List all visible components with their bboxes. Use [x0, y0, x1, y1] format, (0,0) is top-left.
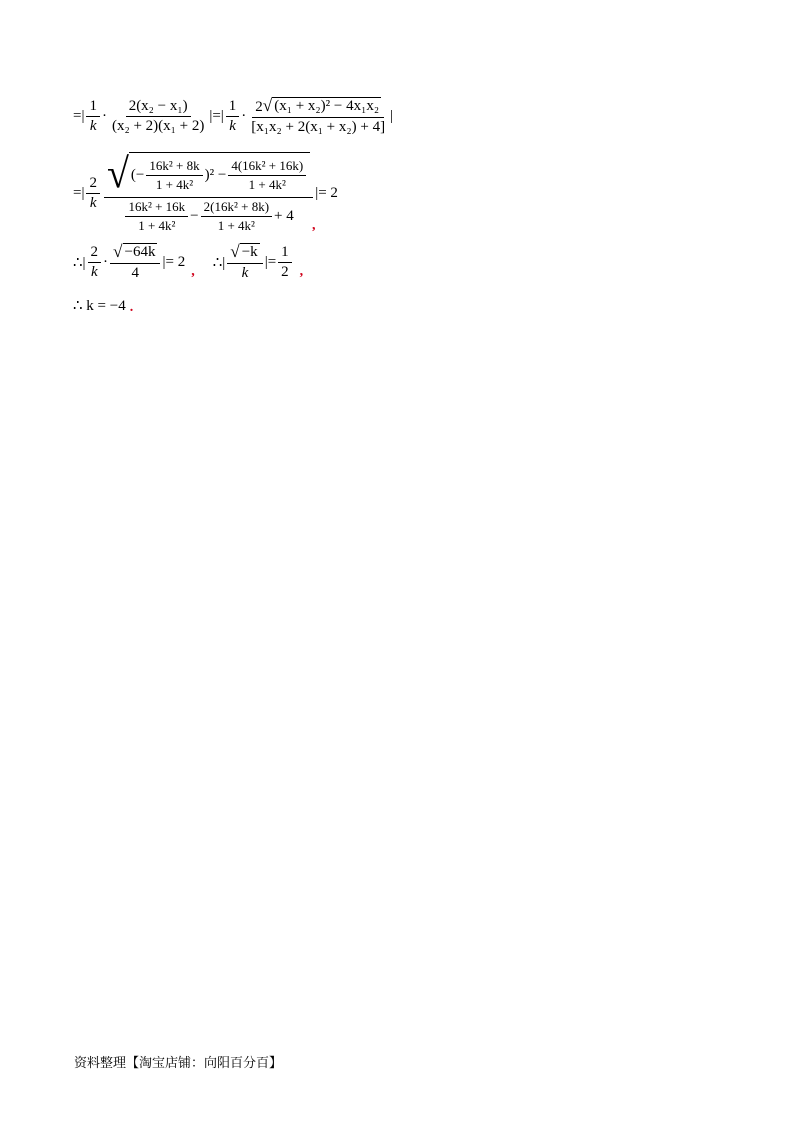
- therefore-abs: ∴|: [73, 255, 86, 271]
- square-root: √ (x₁ + x₂)² − 4x₁x₂: [262, 96, 380, 115]
- denominator: 2: [281, 264, 289, 280]
- close-square: )² −: [204, 167, 227, 183]
- numerator: 1: [278, 244, 292, 263]
- square-root: √ −k: [230, 242, 258, 261]
- minus-sign: −: [190, 208, 199, 224]
- numerator: 16k² + 8k: [146, 158, 202, 176]
- denominator: 1 + 4k²: [248, 177, 286, 192]
- denominator: k: [89, 194, 97, 211]
- numerator: 16k² + 16k: [125, 199, 188, 217]
- numerator: 2: [86, 175, 100, 194]
- fraction-b: [228, 158, 306, 193]
- radicand: −64k: [124, 244, 156, 260]
- abs-open: =|: [73, 184, 85, 201]
- denominator: [x₁x₂ + 2(x₁ + x₂) + 4]: [251, 119, 386, 135]
- numerator: [227, 243, 262, 264]
- numerator: 2(16k² + 8k): [201, 199, 272, 217]
- dot-operator: ·: [103, 254, 109, 270]
- square-root: √ (− $\frac{\text{16k² + 8k}}{\text{1 + 4k²}}$ )² − $\frac{\text{4(16k² + 16k)}}{\text{1 + 4k²}}$: [107, 152, 310, 196]
- final-result: ∴ k = −4: [73, 297, 126, 314]
- comma-mark: ,: [312, 218, 316, 233]
- radicand: −k: [241, 244, 258, 260]
- denominator: [120, 198, 296, 234]
- equation-line-1: [73, 97, 393, 136]
- numerator: 2: [88, 244, 102, 263]
- comma-mark: ,: [191, 263, 195, 279]
- fraction-one-half: [278, 244, 292, 281]
- abs-open: =|: [73, 108, 85, 124]
- numerator: 4(16k² + 16k): [228, 158, 306, 176]
- period-mark: .: [129, 300, 134, 315]
- fraction-2-over-k: [88, 244, 102, 281]
- denominator: 4: [131, 265, 140, 281]
- fraction-1-over-k: [86, 98, 100, 135]
- fraction-2-over-k: [86, 175, 100, 212]
- numerator: [110, 243, 160, 264]
- fraction-c: [125, 199, 188, 234]
- coefficient: 2: [255, 99, 263, 115]
- fraction-root-expression: [248, 97, 388, 136]
- plus-four: + 4: [274, 208, 294, 224]
- radicand: (x₁ + x₂)² − 4x₁x₂: [274, 98, 380, 114]
- numerator: 2(x₂ − x₁): [126, 98, 191, 117]
- fraction-1-over-k-2: [226, 98, 240, 135]
- fraction-x-difference: [109, 98, 207, 135]
- abs-close-equals: |= 2: [315, 184, 338, 201]
- denominator: k: [90, 264, 98, 280]
- abs-close-equals: |= 2: [162, 254, 186, 270]
- fraction-root-k-over-k: [227, 243, 262, 282]
- fraction-d: [201, 199, 272, 234]
- denominator: k: [229, 118, 236, 134]
- abs-equals: |=: [264, 254, 277, 270]
- denominator: k: [241, 265, 249, 281]
- fraction-a: [146, 158, 202, 193]
- fraction-big: [104, 149, 313, 234]
- abs-equals: |=|: [209, 108, 224, 124]
- denominator: (x₂ + 2)(x₁ + 2): [111, 118, 205, 134]
- equation-line-3: [73, 243, 303, 282]
- dot-operator: ·: [241, 108, 247, 124]
- abs-close: |: [390, 108, 394, 124]
- denominator: 1 + 4k²: [217, 218, 255, 233]
- numerator: [252, 97, 384, 118]
- numerator: 1: [86, 98, 100, 117]
- denominator: 1 + 4k²: [155, 177, 194, 192]
- radicand: [129, 152, 310, 196]
- equation-line-2: [73, 149, 338, 234]
- dot-operator: ·: [101, 108, 107, 124]
- square-root: √ −64k: [113, 242, 156, 261]
- comma-mark: ,: [299, 263, 304, 279]
- denominator: 1 + 4k²: [138, 218, 176, 233]
- footer-credit: 资料整理【淘宝店铺：向阳百分百】: [74, 1056, 283, 1071]
- numerator: [104, 149, 313, 198]
- open-paren: (−: [130, 167, 145, 183]
- equation-line-4: [73, 294, 133, 316]
- fraction-root-64k: [110, 243, 160, 282]
- denominator: k: [89, 118, 97, 134]
- numerator: 1: [226, 98, 240, 117]
- therefore-abs: ∴|: [212, 255, 226, 271]
